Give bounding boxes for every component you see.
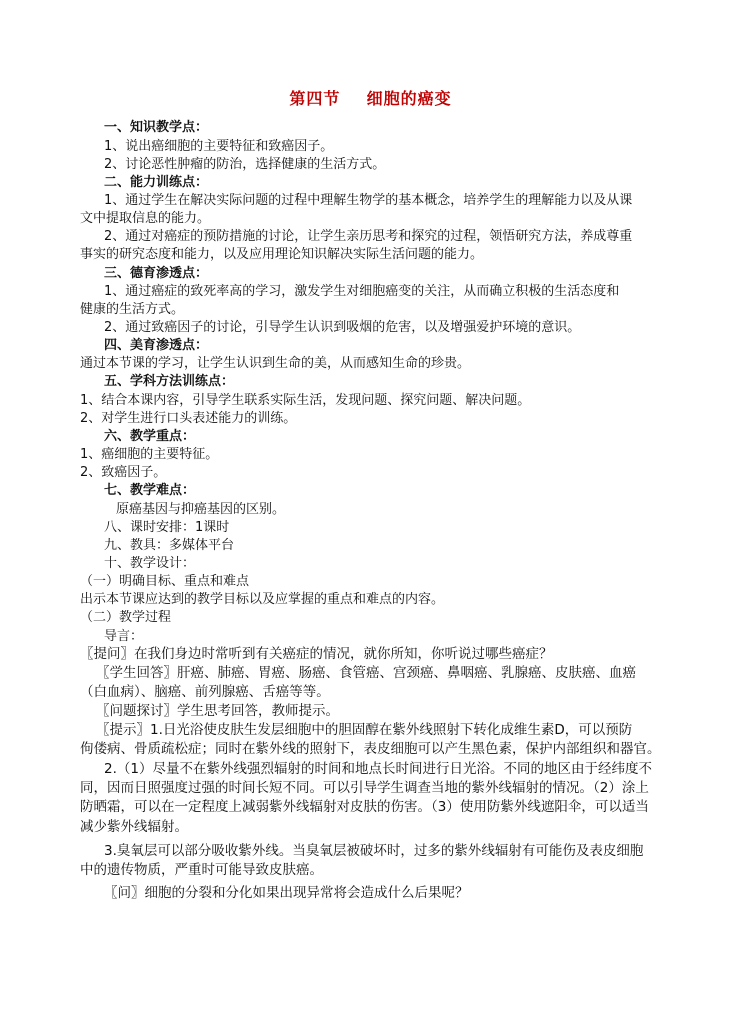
section-heading: 一、知识教学点： (104, 120, 209, 135)
text-line: 〖问题探讨〗学生思考回答，教师提示。 (96, 703, 339, 719)
text-line: 十、教学设计： (104, 556, 196, 571)
text-line: 减少紫外线辐射。 (80, 819, 188, 835)
text-line: 出示本节课应达到的教学目标以及应掌握的重点和难点的内容。 (80, 592, 445, 607)
text-line: 1、说出癌细胞的主要特征和致癌因子。 (104, 139, 334, 154)
text-line: 健康的生活方式。 (80, 302, 185, 317)
text-line: 〖问〗细胞的分裂和分化如果出现异常将会造成什么后果呢？ (104, 885, 469, 901)
section-heading: 七、教学难点： (104, 483, 196, 498)
text-line: 1、通过学生在解决实际问题的过程中理解生物学的基本概念，培养学生的理解能力以及从课 (104, 193, 633, 208)
text-line: 1、结合本课内容，引导学生联系实际生活，发现问题、探究问题、解决问题。 (80, 393, 531, 408)
text-line: 2、通过致癌因子的讨论，引导学生认识到吸烟的危害，以及增强爱护环境的意识。 (104, 320, 581, 335)
text-line: 九、教具：多媒体平台 (104, 538, 235, 553)
text-line: （一）明确目标、重点和难点 (80, 574, 250, 589)
page-title: 第四节 细胞的癌变 (289, 89, 452, 108)
text-line: 原癌基因与抑癌基因的区别。 (116, 502, 286, 517)
text-line: 事实的研究态度和能力，以及应用理论知识解决实际生活问题的能力。 (80, 247, 484, 262)
section-heading: 四、美育渗透点： (104, 338, 209, 353)
text-line: 2、对学生进行口头表述能力的训练。 (80, 411, 297, 426)
text-line: 防晒霜，可以在一定程度上减弱紫外线辐射对皮肤的伤害。（3）使用防紫外线遮阳伞，可以适当 (80, 799, 649, 815)
text-line: 2、通过对癌症的预防措施的讨论，让学生亲历思考和探究的过程，领悟研究方法，养成尊重 (104, 229, 633, 244)
text-line: 同，因而日照强度过强的时间长短不同。可以引导学生调查当地的紫外线辐射的情况。（2）涂上 (80, 780, 649, 796)
text-line: （二）教学过程 (80, 610, 172, 625)
text-line: 2、讨论恶性肿瘤的防治，选择健康的生活方式。 (104, 157, 386, 172)
text-line: 佝偻病、骨质疏松症；同时在紫外线的照射下，表皮细胞可以产生黑色素，保护内部组织和器官。 (80, 741, 661, 757)
text-line: 导言： (104, 629, 144, 644)
text-line: 〖提问〗在我们身边时常听到有关癌症的情况，就你所知，你听说过哪些癌症？ (80, 646, 553, 662)
text-line: 1、癌细胞的主要特征。 (80, 447, 219, 462)
text-line: 八、课时安排：1课时 (104, 520, 230, 535)
text-line: 中的遗传物质，严重时可能导致皮肤癌。 (80, 862, 323, 878)
text-line: 3.臭氧层可以部分吸收紫外线。当臭氧层被破坏时，过多的紫外线辐射有可能伤及表皮细胞 (104, 843, 644, 859)
text-line: 2.（1）尽量不在紫外线强烈辐射的时间和地点长时间进行日光浴。不同的地区由于经纬度不 (104, 761, 652, 777)
text-line: 文中提取信息的能力。 (80, 211, 211, 226)
section-heading: 三、德育渗透点： (104, 266, 209, 281)
text-line: 通过本节课的学习，让学生认识到生命的美，从而感知生命的珍贵。 (80, 356, 471, 371)
section-heading: 六、教学重点： (104, 429, 196, 444)
section-heading: 五、学科方法训练点： (104, 374, 235, 389)
text-line: 1、通过癌症的致死率高的学习，激发学生对细胞癌变的关注，从而确立积极的生活态度和 (104, 284, 620, 299)
text-line: （白血病）、脑癌、前列腺癌、舌癌等等。 (80, 684, 330, 700)
text-line: 〖提示〗1.日光浴使皮肤生发层细胞中的胆固醇在紫外线照射下转化成维生素D，可以预防 (96, 722, 633, 738)
text-line: 〖学生回答〗肝癌、肺癌、胃癌、肠癌、食管癌、宫颈癌、鼻咽癌、乳腺癌、皮肤癌、血癌 (96, 665, 636, 681)
section-heading: 二、能力训练点： (104, 175, 209, 190)
text-line: 2、致癌因子。 (80, 465, 167, 480)
